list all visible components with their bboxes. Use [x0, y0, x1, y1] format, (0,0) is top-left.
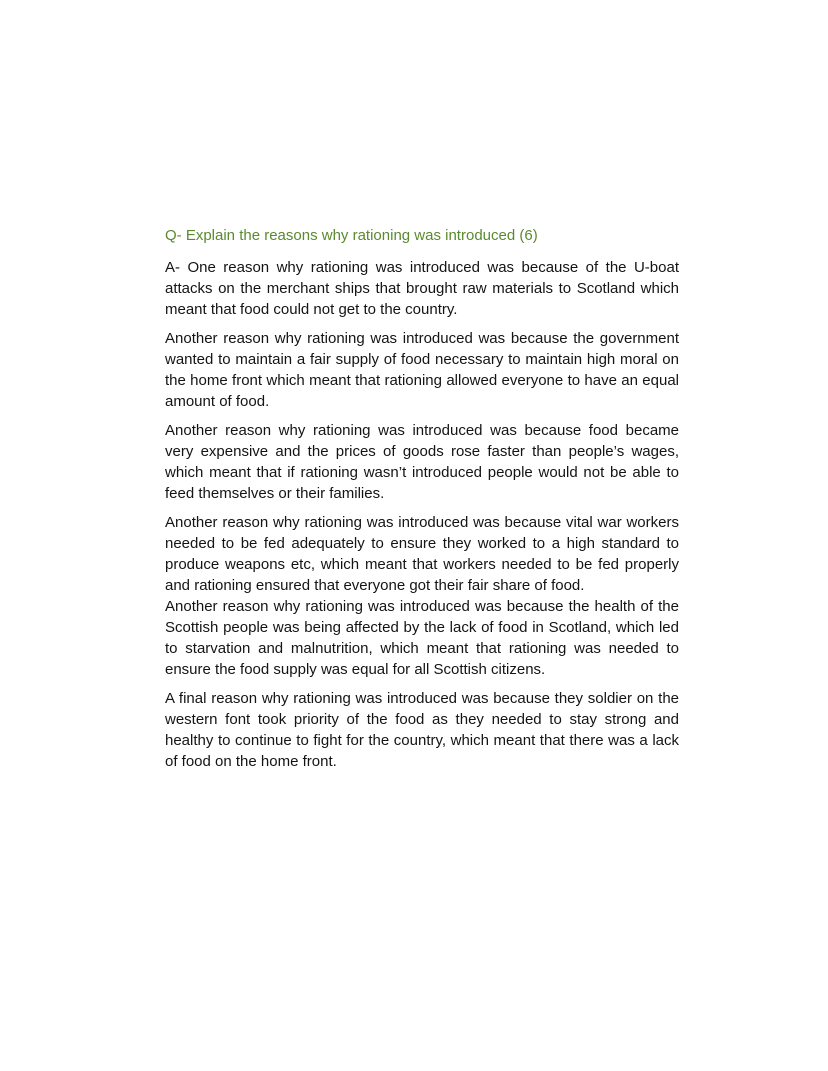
document-body [165, 226, 679, 780]
answer-paragraph-5: Another reason why rationing was introduced was because the health of the Scottish people was being affected by the lack of food in Scotland, which led to starvation and malnutrition, which meant that rationing was needed to ensure the food supply was equal for all Scottish citizens. [165, 598, 679, 678]
answer-paragraph-6: A final reason why rationing was introduced was because they soldier on the western font took priority of the food as they needed to stay strong and healthy to continue to fight for the country, which meant that there was a lack of food on the home front. [165, 690, 679, 770]
answer-paragraph-3: Another reason why rationing was introduced was because food became very expensive and the prices of goods rose faster than people’s wages, which meant that if rationing wasn’t introduced people would not be able to feed themselves or their families. [165, 422, 679, 502]
answer-paragraph-4: Another reason why rationing was introduced was because vital war workers needed to be fed adequately to ensure they worked to a high standard to produce weapons etc, which meant that workers needed to be fed properly and rationing ensured that everyone got their fair share of food. [165, 514, 679, 594]
question-heading: Q- Explain the reasons why rationing was introduced (6) [165, 227, 538, 244]
answer-paragraph-2: Another reason why rationing was introduced was because the government wanted to maintain a fair supply of food necessary to maintain high moral on the home front which meant that rationing allowed everyone to have an equal amount of food. [165, 330, 679, 410]
answer-paragraph-1: A- One reason why rationing was introduced was because of the U-boat attacks on the merchant ships that brought raw materials to Scotland which meant that food could not get to the country. [165, 259, 679, 318]
